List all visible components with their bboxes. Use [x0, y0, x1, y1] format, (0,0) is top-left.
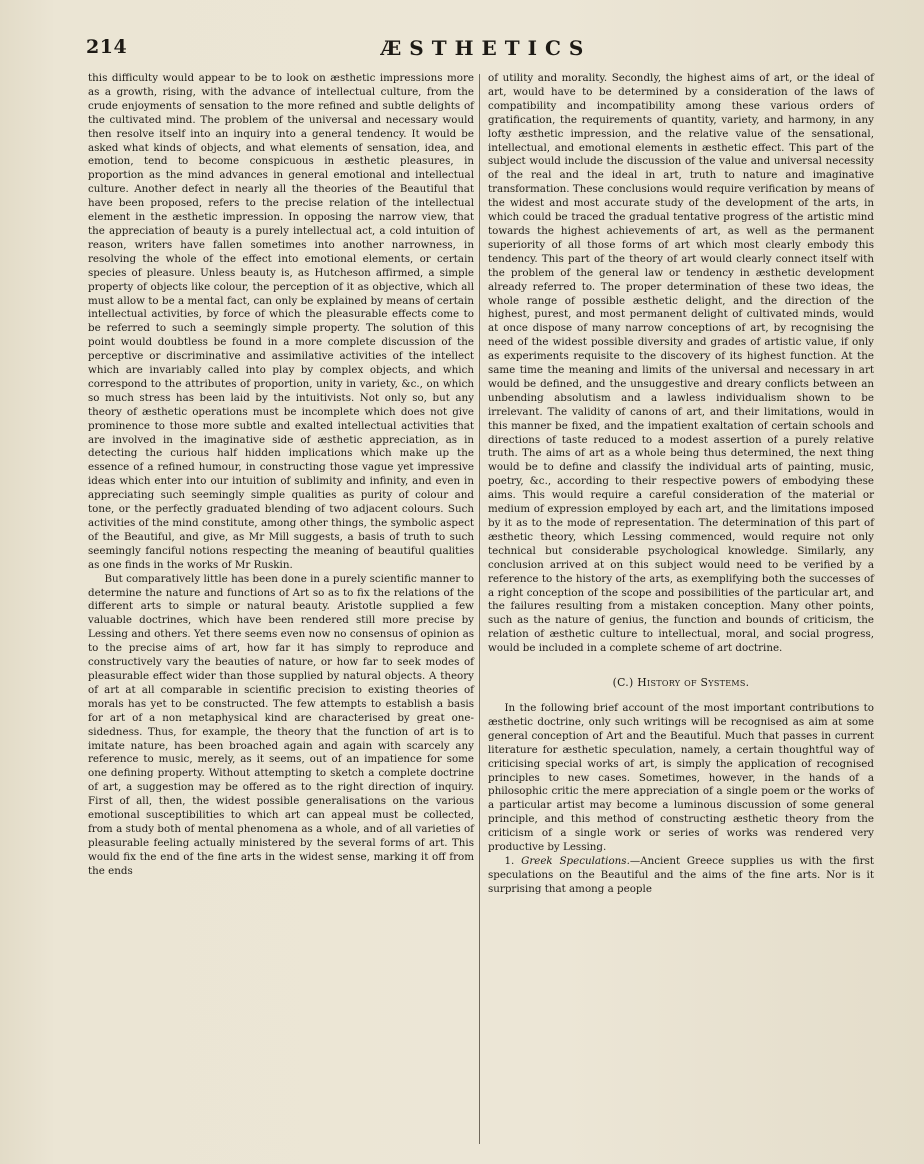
- page-number: 214: [86, 36, 128, 58]
- paragraph-history-intro: In the following brief account of the most important contributions to æsthetic doctrine, only such writings will be recognised as aim at some general conception of Art and the Beautiful. Much that passes in current literature for æsthetic speculation, namely, a certain thoughtful way of criticising special works of art, is simply the application of recognised principles to new cases. Sometimes, however, in the hands of a philosophic critic the mere appreciation of a single poem or the works of a particular artist may become a luminous discussion of some general principle, and this method of constructing æsthetic theory from the criticism of a single work or series of works was rendered very productive by Lessing.: [488, 701, 874, 854]
- item-dash: —: [629, 854, 641, 867]
- item-text: Ancient Greece supplies us with the first speculations on the Beautiful and the aims of the fine arts. Nor is it surprising that among a people: [488, 854, 874, 895]
- section-heading-prefix: (C.): [612, 676, 634, 690]
- running-title: ÆSTHETICS: [380, 36, 592, 60]
- paragraph-continued-right: of utility and morality. Secondly, the highest aims of art, or the ideal of art, would have to be determined by a consideration of the laws of compatibility and incompatibility among these various orders of gratification, the requirements of quantity, variety, and harmony, in any lofty æsthetic impression, and the relative value of the sensational, intellectual, and emotional elements in æsthetic effect. This part of the subject would include the discussion of the value and universal necessity of the real and the ideal in art, truth to nature and imaginative transformation. These conclusions would require verification by means of the widest and most accurate study of the development of the arts, in which could be traced the gradual tentative progress of the artistic mind towards the highest achievements of art, as well as the permanent superiority of all those forms of art which most clearly embody this tendency. This part of the theory of art would clearly connect itself with the problem of the general law or tendency in æsthetic development already referred to. The proper determination of these two ideas, the whole range of possible æsthetic delight, and the direction of the highest, purest, and most permanent delight of cultivated minds, would at once dispose of many narrow conceptions of art, by recognising the need of the widest possible diversity and grades of artistic value, if only as experiments requisite to the discovery of its highest function. At the same time the meaning and limits of the universal and necessary in art would be defined, and the unsuggestive and dreary conflicts between an unbending absolutism and a lawless individualism shown to be irrelevant. The validity of canons of art, and their limitations, would in this manner be fixed, and the impatient exaltation of certain schools and directions of taste reduced to a modest assertion of a purely relative truth. The aims of art as a whole being thus determined, the next thing would be to define and classify the individual arts of painting, music, poetry, &c., according to their respective powers of embodying these aims. This would require a careful consideration of the material or medium of expression employed by each art, and the limitations imposed by it as to the mode of representation. The determination of this part of æsthetic theory, which Lessing commenced, would require not only technical but considerable psychological knowledge. Similarly, any conclusion arrived at on this subject would need to be verified by a reference to the history of the arts, as exemplifying both the successes of a right conception of the scope and possibilities of the particular art, and the failures resulting from a mistaken conception. Many other points, such as the nature of genius, the function and bounds of criticism, the relation of æsthetic culture to intellectual, moral, and social progress, would be included in a complete scheme of art doctrine.: [488, 72, 874, 655]
- paragraph-continued: this difficulty would appear to be to look on æsthetic impressions more as a growth, rising, with the advance of intellectual culture, from the crude enjoyments of sensation to the more refined and subtle delights of the cultivated mind. The problem of the universal and necessary would then resolve itself into an inquiry into a general tendency. It would be asked what kinds of objects, and what elements of sensation, idea, and emotion, tend to become conspicuous in æsthetic pleasures, in proportion as the mind advances in general emotional and intellectual culture. Another defect in nearly all the theories of the Beautiful that have been proposed, refers to the precise relation of the intellectual element in the æsthetic impression. In opposing the narrow view, that the appreciation of beauty is a purely intellectual act, a cold intuition of reason, writers have fallen sometimes into another narrowness, in resolving the whole of the effect into emotional elements, or certain species of pleasure. Unless beauty is, as Hutcheson affirmed, a simple property of objects like colour, the perception of it as objective, which all must allow to be a mental fact, can only be explained by means of certain intellectual activities, by force of which the pleasurable effects come to be referred to such a seemingly simple property. The solution of this point would doubtless be found in a more complete discussion of the perceptive or discriminative and assimilative activities of the intellect which are invariably called into play by complex objects, and which correspond to the attributes of proportion, unity in variety, &c., on which so much stress has been laid by the intuitivists. Not only so, but any theory of æsthetic operations must be incomplete which does not give prominence to those more subtle and exalted intellectual activities that are involved in the imaginative side of æsthetic appreciation, as in detecting the curious half hidden implications which make up the essence of a refined humour, in constructing those vague yet impressive ideas which enter into our intuition of sublimity and infinity, and even in appreciating such seemingly simple qualities as purity of colour and tone, or the perfectly graduated blending of two adjacent colours. Such activities of the mind constitute, among other things, the symbolic aspect of the Beautiful, and give, as Mr Mill suggests, a basis of truth to such seemingly fanciful notions respecting the meaning of beautiful qualities as one finds in the works of Mr Ruskin.: [88, 72, 474, 571]
- paragraph-art-functions: But comparatively little has been done in a purely scientific manner to determine the nature and functions of Art so as to fix the relations of the different arts to simple or natural beauty. Aristotle supplied a few valuable doctrines, which have been rendered still more precise by Lessing and others. Yet there seems even now no consensus of opinion as to the precise aims of art, how far it has simply to reproduce and constructively vary the beauties of nature, or how far to seek modes of pleasurable effect wider than those supplied by natural objects. A theory of art at all comparable in scientific precision to existing theories of morals has yet to be constructed. The few attempts to establish a basis for art of a non metaphysical kind are characterised by great one-sidedness. Thus, for example, the theory that the function of art is to imitate nature, has been broached again and again with scarcely any reference to music, merely, as it seems, out of an impatience for some one defining property. Without attempting to sketch a complete doctrine of art, a suggestion may be offered as to the right direction of inquiry. First of all, then, the widest possible generalisations on the various emotional susceptibilities to which art can appeal must be collected, from a study both of mental phenomena as a whole, and of all varieties of pleasurable feeling actually ministered by the several forms of art. This would fix the end of the fine arts in the widest sense, marking it off from the ends: [88, 572, 474, 877]
- section-heading-title: History of Systems.: [637, 676, 750, 690]
- paragraph-greek-speculations: [488, 855, 874, 897]
- section-heading: [488, 676, 874, 690]
- page-header: [86, 36, 886, 62]
- left-column: [88, 72, 474, 879]
- item-number: 1.: [504, 854, 515, 867]
- column-divider: [479, 74, 480, 1144]
- right-column: [488, 72, 874, 897]
- item-title: Greek Speculations.: [521, 854, 630, 867]
